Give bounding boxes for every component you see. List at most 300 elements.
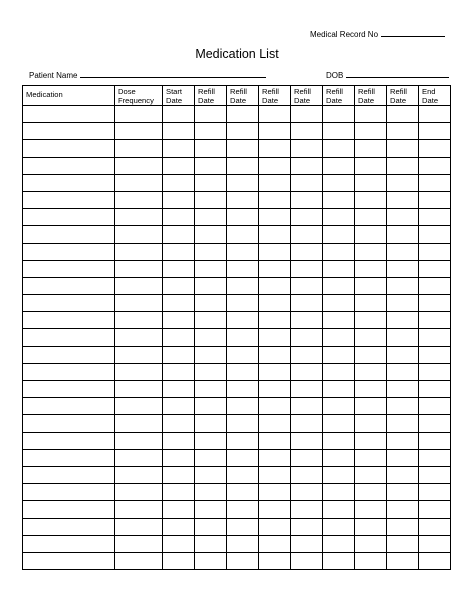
table-cell[interactable] [355,226,387,243]
table-cell[interactable] [163,381,195,398]
table-cell[interactable] [419,432,451,449]
table-cell[interactable] [323,449,355,466]
table-cell[interactable] [195,157,227,174]
table-cell[interactable] [23,484,115,501]
table-cell[interactable] [23,157,115,174]
table-cell[interactable] [387,106,419,123]
table-cell[interactable] [259,398,291,415]
table-cell[interactable] [355,106,387,123]
table-cell[interactable] [419,398,451,415]
table-cell[interactable] [23,552,115,569]
table-cell[interactable] [419,346,451,363]
table-cell[interactable] [23,123,115,140]
table-cell[interactable] [323,466,355,483]
table-cell[interactable] [259,484,291,501]
table-cell[interactable] [259,363,291,380]
table-cell[interactable] [419,552,451,569]
table-cell[interactable] [323,415,355,432]
table-cell[interactable] [227,123,259,140]
table-cell[interactable] [115,140,163,157]
patient-name-input-line[interactable] [80,69,266,78]
table-cell[interactable] [387,226,419,243]
table-cell[interactable] [291,243,323,260]
medical-record-input-line[interactable] [381,28,445,37]
table-cell[interactable] [259,432,291,449]
table-cell[interactable] [291,312,323,329]
table-cell[interactable] [291,535,323,552]
table-cell[interactable] [115,226,163,243]
table-cell[interactable] [115,260,163,277]
table-cell[interactable] [195,466,227,483]
table-cell[interactable] [291,106,323,123]
table-cell[interactable] [259,106,291,123]
table-cell[interactable] [259,226,291,243]
table-cell[interactable] [419,106,451,123]
table-cell[interactable] [355,329,387,346]
table-cell[interactable] [259,243,291,260]
table-cell[interactable] [323,484,355,501]
table-cell[interactable] [259,140,291,157]
table-cell[interactable] [163,415,195,432]
table-cell[interactable] [227,209,259,226]
table-cell[interactable] [291,363,323,380]
table-cell[interactable] [23,381,115,398]
table-cell[interactable] [23,106,115,123]
table-cell[interactable] [355,415,387,432]
table-cell[interactable] [323,312,355,329]
table-cell[interactable] [115,398,163,415]
table-cell[interactable] [195,106,227,123]
table-cell[interactable] [291,226,323,243]
table-cell[interactable] [195,140,227,157]
table-cell[interactable] [323,243,355,260]
table-cell[interactable] [259,449,291,466]
table-cell[interactable] [195,346,227,363]
table-cell[interactable] [291,157,323,174]
table-cell[interactable] [115,123,163,140]
table-cell[interactable] [115,106,163,123]
table-cell[interactable] [115,157,163,174]
table-cell[interactable] [23,449,115,466]
table-cell[interactable] [323,140,355,157]
table-cell[interactable] [115,209,163,226]
table-cell[interactable] [387,260,419,277]
table-cell[interactable] [355,466,387,483]
table-cell[interactable] [23,226,115,243]
table-cell[interactable] [259,466,291,483]
table-cell[interactable] [387,312,419,329]
table-cell[interactable] [387,295,419,312]
table-cell[interactable] [291,295,323,312]
table-cell[interactable] [23,535,115,552]
table-cell[interactable] [355,140,387,157]
table-cell[interactable] [115,449,163,466]
table-cell[interactable] [387,174,419,191]
table-cell[interactable] [195,226,227,243]
table-cell[interactable] [323,346,355,363]
table-cell[interactable] [355,432,387,449]
table-cell[interactable] [227,140,259,157]
table-cell[interactable] [419,174,451,191]
table-cell[interactable] [355,552,387,569]
table-cell[interactable] [115,312,163,329]
table-cell[interactable] [419,381,451,398]
table-cell[interactable] [195,329,227,346]
table-cell[interactable] [387,277,419,294]
table-cell[interactable] [227,346,259,363]
table-cell[interactable] [259,501,291,518]
table-cell[interactable] [115,191,163,208]
table-cell[interactable] [323,329,355,346]
table-cell[interactable] [23,174,115,191]
table-cell[interactable] [419,277,451,294]
table-cell[interactable] [355,191,387,208]
table-cell[interactable] [387,209,419,226]
table-cell[interactable] [163,449,195,466]
table-cell[interactable] [355,484,387,501]
table-cell[interactable] [259,346,291,363]
table-cell[interactable] [387,518,419,535]
table-cell[interactable] [163,346,195,363]
table-cell[interactable] [259,123,291,140]
table-cell[interactable] [163,226,195,243]
table-cell[interactable] [355,277,387,294]
table-cell[interactable] [291,140,323,157]
table-cell[interactable] [163,277,195,294]
table-cell[interactable] [227,432,259,449]
table-cell[interactable] [163,363,195,380]
table-cell[interactable] [227,295,259,312]
table-cell[interactable] [291,501,323,518]
table-cell[interactable] [259,381,291,398]
table-cell[interactable] [387,191,419,208]
table-cell[interactable] [227,484,259,501]
table-cell[interactable] [387,363,419,380]
table-cell[interactable] [163,174,195,191]
table-cell[interactable] [23,415,115,432]
table-cell[interactable] [419,535,451,552]
table-cell[interactable] [227,106,259,123]
table-cell[interactable] [227,449,259,466]
table-cell[interactable] [23,398,115,415]
table-cell[interactable] [115,243,163,260]
table-cell[interactable] [387,466,419,483]
table-cell[interactable] [355,398,387,415]
table-cell[interactable] [355,209,387,226]
table-cell[interactable] [259,329,291,346]
table-cell[interactable] [419,312,451,329]
table-cell[interactable] [227,157,259,174]
table-cell[interactable] [195,277,227,294]
table-cell[interactable] [227,277,259,294]
table-cell[interactable] [387,501,419,518]
table-cell[interactable] [387,123,419,140]
table-cell[interactable] [23,140,115,157]
table-cell[interactable] [227,243,259,260]
table-cell[interactable] [259,209,291,226]
table-cell[interactable] [115,363,163,380]
table-cell[interactable] [227,518,259,535]
table-cell[interactable] [419,226,451,243]
table-cell[interactable] [291,518,323,535]
table-cell[interactable] [23,209,115,226]
table-cell[interactable] [163,260,195,277]
table-cell[interactable] [291,449,323,466]
table-cell[interactable] [259,415,291,432]
table-cell[interactable] [195,398,227,415]
table-cell[interactable] [227,535,259,552]
table-cell[interactable] [419,209,451,226]
table-cell[interactable] [227,226,259,243]
table-cell[interactable] [419,243,451,260]
table-cell[interactable] [387,535,419,552]
table-cell[interactable] [259,312,291,329]
table-cell[interactable] [259,191,291,208]
table-cell[interactable] [227,329,259,346]
table-cell[interactable] [163,501,195,518]
table-cell[interactable] [195,260,227,277]
table-cell[interactable] [355,243,387,260]
table-cell[interactable] [259,277,291,294]
table-cell[interactable] [195,209,227,226]
table-cell[interactable] [291,191,323,208]
table-cell[interactable] [195,123,227,140]
table-cell[interactable] [419,466,451,483]
table-cell[interactable] [195,191,227,208]
table-cell[interactable] [23,363,115,380]
table-cell[interactable] [291,329,323,346]
table-cell[interactable] [291,552,323,569]
table-cell[interactable] [387,432,419,449]
table-cell[interactable] [259,552,291,569]
table-cell[interactable] [195,449,227,466]
table-cell[interactable] [291,209,323,226]
table-cell[interactable] [291,174,323,191]
table-cell[interactable] [291,398,323,415]
table-cell[interactable] [323,277,355,294]
table-cell[interactable] [195,312,227,329]
table-cell[interactable] [163,312,195,329]
table-cell[interactable] [419,363,451,380]
table-cell[interactable] [227,398,259,415]
table-cell[interactable] [227,415,259,432]
table-cell[interactable] [163,140,195,157]
table-cell[interactable] [355,346,387,363]
table-cell[interactable] [323,518,355,535]
table-cell[interactable] [115,295,163,312]
table-cell[interactable] [227,363,259,380]
table-cell[interactable] [387,157,419,174]
table-cell[interactable] [227,174,259,191]
table-cell[interactable] [323,501,355,518]
table-cell[interactable] [163,484,195,501]
table-cell[interactable] [227,466,259,483]
table-cell[interactable] [115,518,163,535]
table-cell[interactable] [195,535,227,552]
table-cell[interactable] [419,140,451,157]
table-cell[interactable] [323,260,355,277]
table-cell[interactable] [323,226,355,243]
table-cell[interactable] [115,535,163,552]
table-cell[interactable] [323,363,355,380]
table-cell[interactable] [115,501,163,518]
table-cell[interactable] [115,329,163,346]
table-cell[interactable] [259,295,291,312]
table-cell[interactable] [195,552,227,569]
table-cell[interactable] [355,535,387,552]
table-cell[interactable] [227,191,259,208]
table-cell[interactable] [323,209,355,226]
table-cell[interactable] [163,106,195,123]
table-cell[interactable] [355,449,387,466]
table-cell[interactable] [323,552,355,569]
table-cell[interactable] [323,157,355,174]
table-cell[interactable] [419,295,451,312]
table-cell[interactable] [387,381,419,398]
table-cell[interactable] [115,552,163,569]
table-cell[interactable] [291,415,323,432]
table-cell[interactable] [23,312,115,329]
table-cell[interactable] [163,123,195,140]
table-cell[interactable] [259,260,291,277]
table-cell[interactable] [195,295,227,312]
table-cell[interactable] [387,329,419,346]
table-cell[interactable] [323,432,355,449]
table-cell[interactable] [195,501,227,518]
table-cell[interactable] [227,381,259,398]
table-cell[interactable] [419,123,451,140]
table-cell[interactable] [195,484,227,501]
table-cell[interactable] [115,381,163,398]
table-cell[interactable] [355,157,387,174]
table-cell[interactable] [195,174,227,191]
table-cell[interactable] [419,518,451,535]
table-cell[interactable] [163,243,195,260]
table-cell[interactable] [323,174,355,191]
table-cell[interactable] [419,415,451,432]
table-cell[interactable] [163,191,195,208]
table-cell[interactable] [355,123,387,140]
table-cell[interactable] [259,518,291,535]
table-cell[interactable] [227,260,259,277]
table-cell[interactable] [23,518,115,535]
table-cell[interactable] [291,346,323,363]
table-cell[interactable] [115,277,163,294]
table-cell[interactable] [419,191,451,208]
table-cell[interactable] [291,484,323,501]
table-cell[interactable] [291,277,323,294]
table-cell[interactable] [291,381,323,398]
table-cell[interactable] [163,466,195,483]
table-cell[interactable] [23,260,115,277]
table-cell[interactable] [163,398,195,415]
table-cell[interactable] [163,432,195,449]
table-cell[interactable] [163,552,195,569]
table-cell[interactable] [355,312,387,329]
table-cell[interactable] [163,329,195,346]
table-cell[interactable] [355,174,387,191]
table-cell[interactable] [195,415,227,432]
table-cell[interactable] [227,312,259,329]
table-cell[interactable] [355,363,387,380]
table-cell[interactable] [355,295,387,312]
table-cell[interactable] [355,381,387,398]
table-cell[interactable] [419,501,451,518]
dob-input-line[interactable] [346,69,449,78]
table-cell[interactable] [115,174,163,191]
table-cell[interactable] [419,449,451,466]
table-cell[interactable] [23,346,115,363]
table-cell[interactable] [115,415,163,432]
table-cell[interactable] [419,157,451,174]
table-cell[interactable] [419,260,451,277]
table-cell[interactable] [291,260,323,277]
table-cell[interactable] [195,432,227,449]
table-cell[interactable] [227,552,259,569]
table-cell[interactable] [323,106,355,123]
table-cell[interactable] [227,501,259,518]
table-cell[interactable] [387,346,419,363]
table-cell[interactable] [387,449,419,466]
table-cell[interactable] [163,157,195,174]
table-cell[interactable] [115,346,163,363]
table-cell[interactable] [323,123,355,140]
table-cell[interactable] [163,295,195,312]
table-cell[interactable] [23,329,115,346]
table-cell[interactable] [387,415,419,432]
table-cell[interactable] [291,432,323,449]
table-cell[interactable] [355,260,387,277]
table-cell[interactable] [355,501,387,518]
table-cell[interactable] [291,123,323,140]
table-cell[interactable] [387,398,419,415]
table-cell[interactable] [23,466,115,483]
table-cell[interactable] [163,535,195,552]
table-cell[interactable] [355,518,387,535]
table-cell[interactable] [323,191,355,208]
table-cell[interactable] [195,243,227,260]
table-cell[interactable] [323,295,355,312]
table-cell[interactable] [115,466,163,483]
table-cell[interactable] [259,157,291,174]
table-cell[interactable] [387,552,419,569]
table-cell[interactable] [387,140,419,157]
table-cell[interactable] [163,518,195,535]
table-cell[interactable] [115,432,163,449]
table-cell[interactable] [323,398,355,415]
table-cell[interactable] [387,243,419,260]
table-cell[interactable] [259,535,291,552]
table-cell[interactable] [195,381,227,398]
table-cell[interactable] [115,484,163,501]
table-cell[interactable] [291,466,323,483]
table-cell[interactable] [23,295,115,312]
table-cell[interactable] [23,501,115,518]
table-cell[interactable] [259,174,291,191]
table-cell[interactable] [195,363,227,380]
table-cell[interactable] [387,484,419,501]
table-cell[interactable] [23,277,115,294]
table-cell[interactable] [23,432,115,449]
table-cell[interactable] [23,243,115,260]
table-cell[interactable] [163,209,195,226]
table-cell[interactable] [323,381,355,398]
table-cell[interactable] [23,191,115,208]
table-cell[interactable] [195,518,227,535]
table-cell[interactable] [323,535,355,552]
table-cell[interactable] [419,329,451,346]
table-cell[interactable] [419,484,451,501]
